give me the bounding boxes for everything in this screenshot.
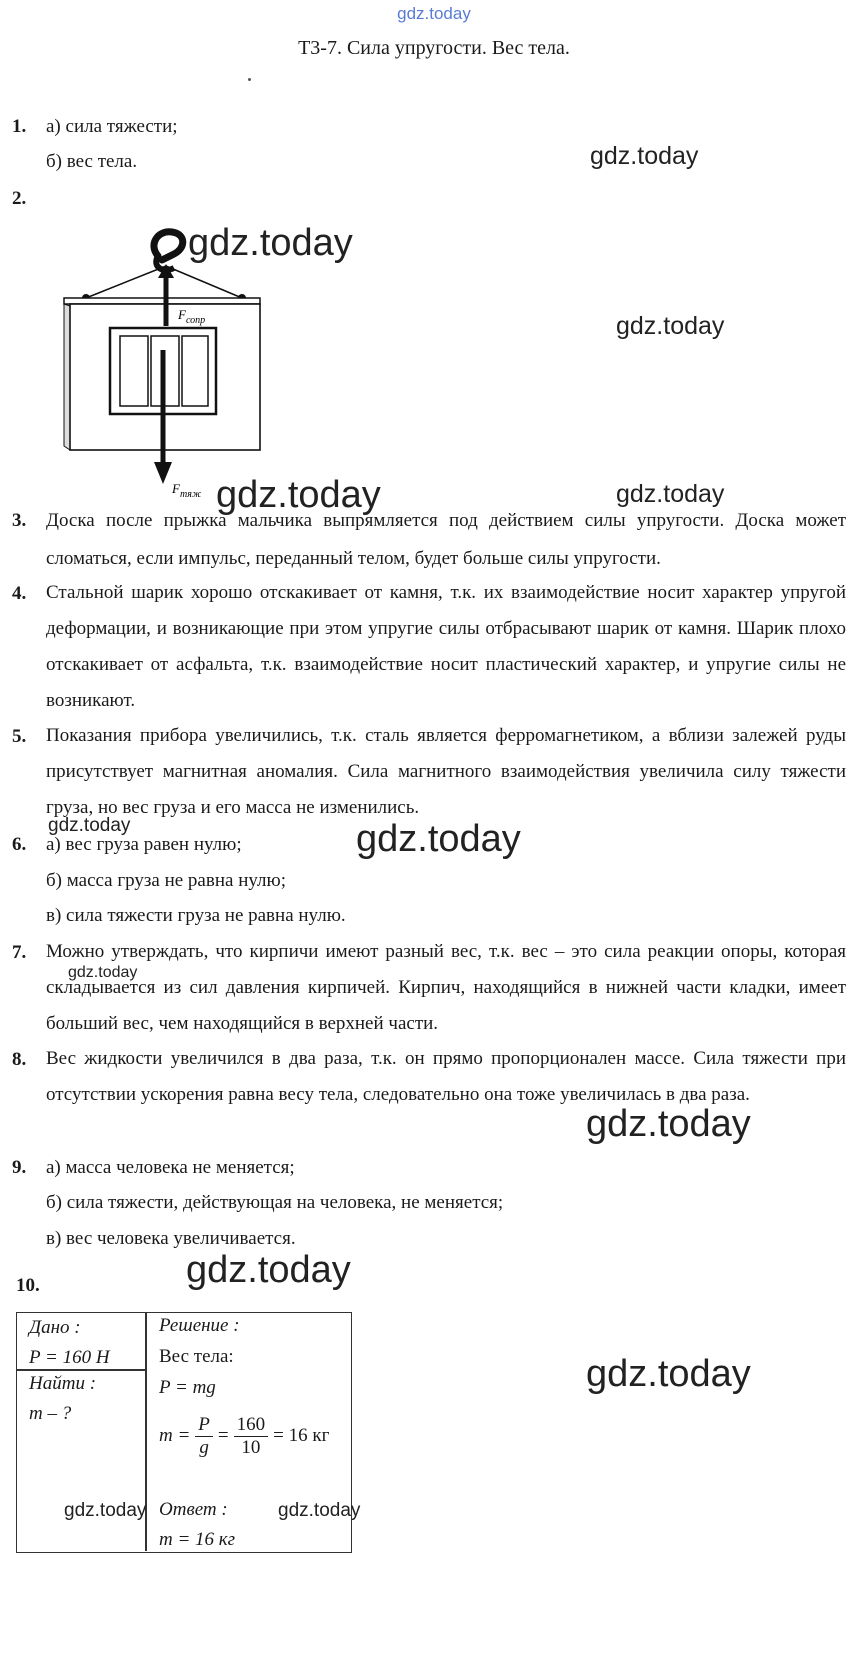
solution-label: Решение : — [159, 1315, 240, 1336]
weight-label: Вес тела: — [159, 1346, 234, 1367]
watermark: gdz.today — [586, 1103, 751, 1145]
watermark: gdz.today — [616, 480, 725, 508]
hook-icon — [154, 232, 183, 260]
page-title: Т3-7. Сила упругости. Вес тела. — [298, 37, 570, 59]
q8-number: 8. — [12, 1049, 27, 1070]
q8-text: Вес жидкости увеличился в два раза, т.к. он прямо пропорционален массе. Сила тяжести при отсутствии ускорения равна весу тела, следовательно она тоже увеличилась в два раза. — [46, 1048, 846, 1105]
q7-number: 7. — [12, 942, 27, 963]
q3-number: 3. — [12, 510, 27, 531]
q4-text: Стальной шарик хорошо отскакивает от камня, т.к. их взаимодействие носит характер упругой деформации, и возникающие при этом упругие силы отбрасывают шарик от камня. Шарик плохо отскакивает от асфальта, т.к. взаимодействие носит пластический характер, и упругие силы не возникают. — [46, 582, 846, 711]
find-label: Найти : — [29, 1373, 97, 1394]
fraction-symbolic: $\frac{P}{g}$ — [195, 1414, 213, 1459]
watermark: gdz.today — [64, 1500, 147, 1521]
find-value: m – ? — [29, 1403, 72, 1424]
panel-top-edge — [64, 298, 260, 304]
fraction-numeric: $\frac{160}{10}$ — [234, 1414, 269, 1459]
watermark: gdz.today — [48, 815, 131, 836]
watermark: gdz.today — [586, 1353, 751, 1395]
panel-side — [64, 304, 70, 450]
q5-text: Показания прибора увеличились, т.к. сталь является ферромагнетиком, а вблизи залежей руды присутствует магнитная аномалия. Сила магнитного взаимодействия увеличила силу тяжести груза, но вес груза и его масса не изменились. — [46, 725, 846, 818]
q4-number: 4. — [12, 583, 27, 604]
force-elastic-label: $F_{сопр}$ — [178, 307, 206, 326]
formula-weight: P = mg — [159, 1377, 216, 1398]
q6-number: 6. — [12, 834, 27, 855]
table-row-divider — [17, 1369, 146, 1371]
site-logo-top[interactable]: gdz.today — [397, 4, 471, 23]
watermark: gdz.today — [616, 312, 725, 340]
q6-answer-b: б) масса груза не равна нулю; — [46, 870, 286, 891]
q9-number: 9. — [12, 1157, 27, 1178]
q10-number: 10. — [16, 1275, 40, 1296]
watermark: gdz.today — [68, 964, 138, 981]
force-gravity-arrowhead — [154, 462, 172, 484]
formula-mass: m = $\frac{P}{g}$ = $\frac{160}{10}$ = 16 кг — [159, 1413, 330, 1458]
q3-text: Доска после прыжка мальчика выпрямляется под действием силы упругости. Доска может сломаться, если импульс, переданный телом, будет больше силы упругости. — [46, 510, 846, 569]
q1-number: 1. — [12, 116, 27, 137]
q2-number: 2. — [12, 188, 27, 209]
q9-answer-b: б) сила тяжести, действующая на человека, не меняется; — [46, 1192, 504, 1213]
q5-number: 5. — [12, 726, 27, 747]
watermark: gdz.today — [278, 1500, 361, 1521]
q9-answer-a: а) масса человека не меняется; — [46, 1157, 295, 1178]
q1-answer-b: б) вес тела. — [46, 151, 138, 172]
watermark: gdz.today — [590, 142, 699, 170]
given-value: P = 160 Н — [29, 1347, 110, 1368]
force-gravity-label: $F_{тяж}$ — [172, 481, 202, 500]
cable-right — [166, 266, 242, 298]
q6-answer-a: а) вес груза равен нулю; — [46, 834, 242, 855]
watermark: gdz.today — [216, 474, 381, 516]
watermark: gdz.today — [188, 222, 353, 264]
answer-label: Ответ : — [159, 1499, 228, 1520]
q6-answer-c: в) сила тяжести груза не равна нулю. — [46, 905, 346, 926]
q7-text: Можно утверждать, что кирпичи имеют разный вес, т.к. вес – это сила реакции опоры, которая складывается из сил давления кирпичей. Кирпич, находящийся в нижней части кладки, имеет больший вес, чем находящийся в верхней части. — [46, 941, 846, 1034]
q1-answer-a: а) сила тяжести; — [46, 116, 178, 137]
watermark: gdz.today — [356, 818, 521, 860]
stray-dot — [248, 78, 251, 81]
answer-value: m = 16 кг — [159, 1529, 236, 1550]
watermark: gdz.today — [186, 1249, 351, 1291]
q9-answer-c: в) вес человека увеличивается. — [46, 1228, 296, 1249]
given-label: Дано : — [29, 1317, 81, 1338]
cable-left — [86, 266, 166, 298]
